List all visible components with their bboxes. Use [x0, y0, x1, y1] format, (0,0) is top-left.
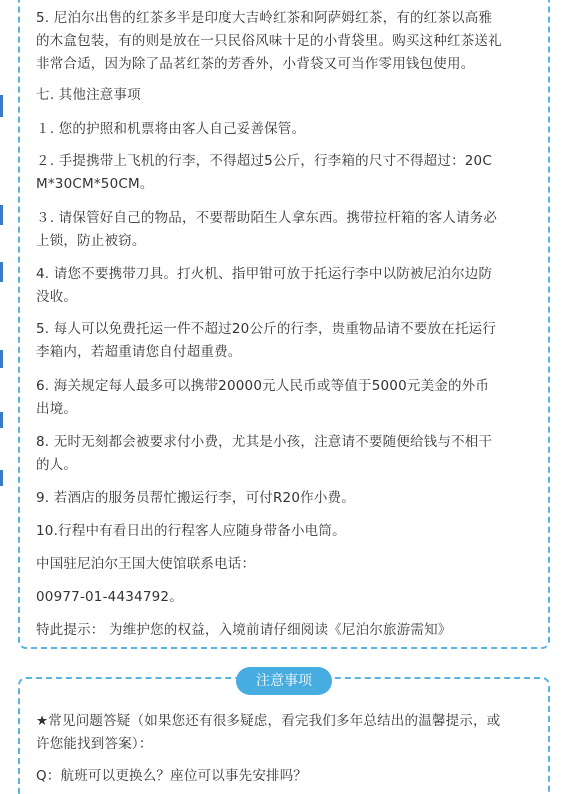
text-line: 5. 尼泊尔出售的红茶多半是印度大吉岭红茶和阿萨姆红茶，有的红茶以高雅: [36, 10, 493, 26]
section-heading: 七. 其他注意事项: [36, 87, 141, 103]
section-title-pill: 注意事项: [236, 667, 332, 695]
text-line: ２. 手提携带上飞机的行李，不得超过5公斤，行李箱的尺寸不得超过：20C: [36, 153, 492, 169]
text-line: 上锁，防止被窃。: [36, 233, 146, 249]
list-item: [36, 431, 536, 477]
list-item: [36, 118, 536, 141]
text-line: 的木盒包装，有的则是放在一只民俗风味十足的小背袋里。购买这种红茶送礼: [36, 33, 502, 49]
text-line: 非常合适，因为除了品茗红茶的芳香外，小背袋又可当作零用钱包使用。: [36, 56, 475, 72]
embassy-phone: 00977-01-4434792。: [36, 589, 183, 605]
text-line: ３. 请保管好自己的物品，不要帮助陌生人拿东西。携带拉杆箱的客人请务必: [36, 210, 498, 226]
faq-intro: [36, 710, 536, 756]
text-line: 9. 若酒店的服务员帮忙搬运行李，可付R20作小费。: [36, 490, 355, 506]
text-line: 许您能找到答案）：: [36, 736, 153, 752]
list-item: [36, 150, 536, 196]
text-line: 出境。: [36, 401, 78, 417]
text-line: 4. 请您不要携带刀具。打火机、指甲钳可放于托运行李中以防被尼泊尔边防: [36, 266, 493, 282]
faq-question: Q：航班可以更换么？座位可以事先安排吗？: [36, 768, 308, 784]
edge-marker: [0, 350, 3, 368]
embassy-label: 中国驻尼泊尔王国大使馆联系电话：: [36, 556, 256, 572]
text-line: １. 您的护照和机票将由客人自己妥善保管。: [36, 121, 306, 137]
text-line: 6. 海关规定每人最多可以携带20000元人民币或等值于5000元美金的外币: [36, 378, 490, 394]
text-line: 10.行程中有看日出的行程客人应随身带备小电筒。: [36, 523, 346, 539]
text-line: 李箱内，若超重请您自付超重费。: [36, 344, 242, 360]
edge-marker: [0, 470, 3, 486]
list-item: [36, 207, 536, 253]
list-item: [36, 318, 536, 364]
tea-paragraph: [36, 7, 536, 76]
text-line: 的人。: [36, 457, 78, 473]
edge-marker: [0, 412, 3, 428]
edge-marker: [0, 262, 3, 282]
edge-marker: [0, 95, 3, 117]
text-line: 8. 无时无刻都会被要求付小费，尤其是小孩，注意请不要随便给钱与不相干: [36, 434, 493, 450]
list-item: [36, 487, 536, 510]
list-item: [36, 375, 536, 421]
text-line: 5. 每人可以免费托运一件不超过20公斤的行李，贵重物品请不要放在托运行: [36, 321, 497, 337]
edge-marker: [0, 205, 3, 225]
text-line: 没收。: [36, 289, 78, 305]
list-item: [36, 263, 536, 309]
text-line: M*30CM*50CM。: [36, 176, 154, 192]
text-line: ★常见问题答疑（如果您还有很多疑虑，看完我们多年总结出的温馨提示，或: [36, 713, 501, 729]
special-tip: 特此提示： 为维护您的权益，入境前请仔细阅读《尼泊尔旅游需知》: [36, 622, 452, 638]
list-item: [36, 520, 536, 543]
